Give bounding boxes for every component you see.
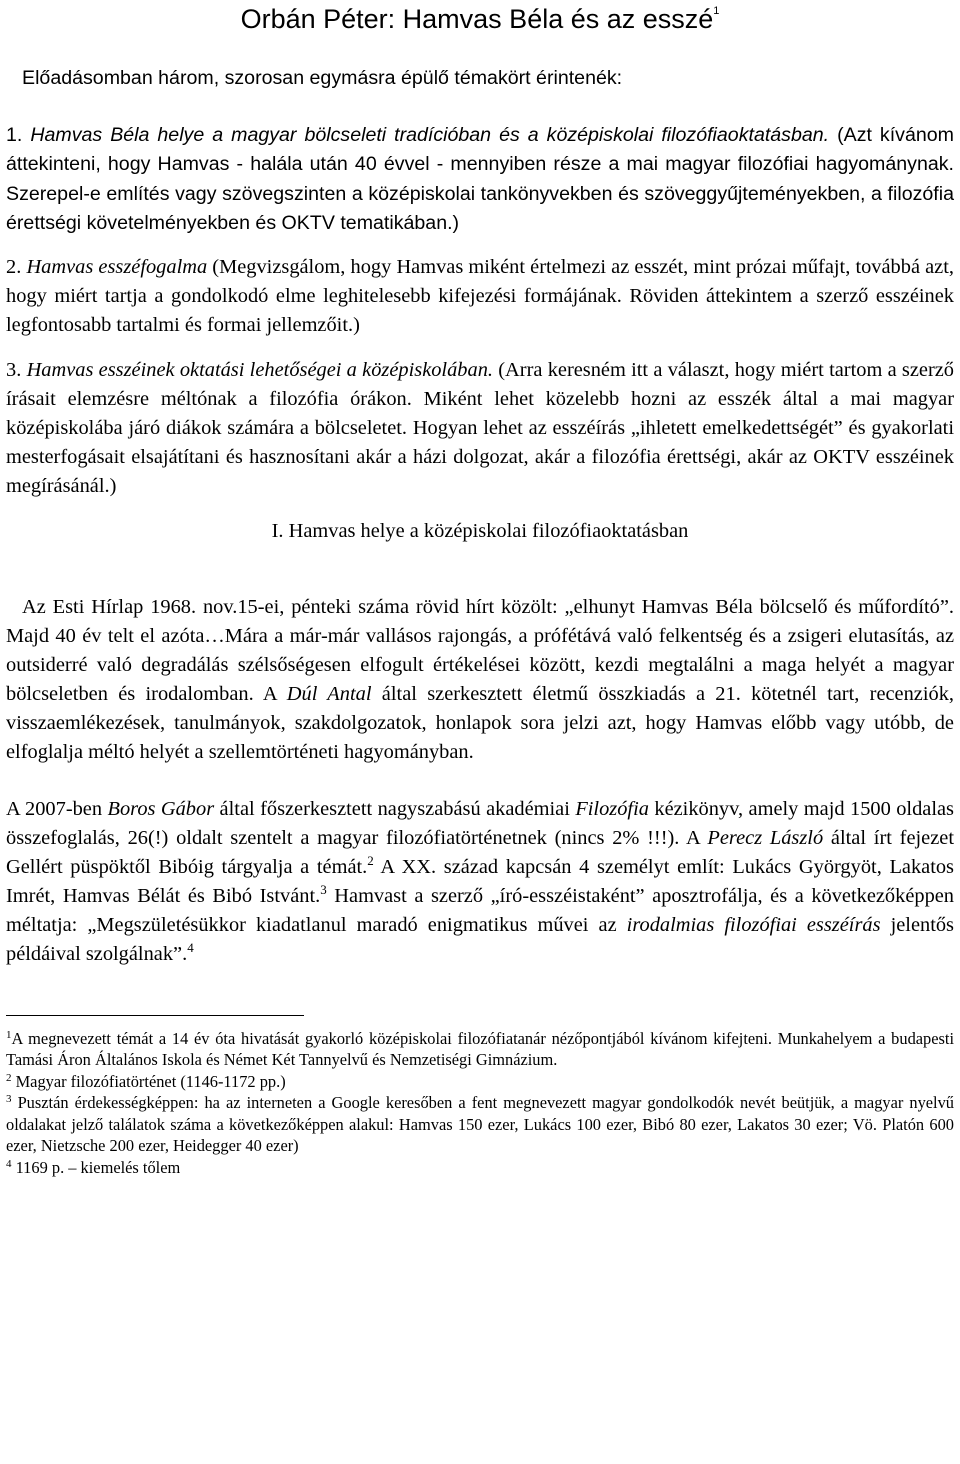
italic-emphasis: irodalmias filozófiai esszéírás <box>626 913 881 936</box>
section-heading: I. Hamvas helye a középiskolai filozófiaoktatásban <box>271 519 689 542</box>
footnote-text: A megnevezett témát a 14 év óta hivatását gyakorló középiskolai filozófiatanár nézőpontjából kívánom kifejteni. Munkahelyem a budapesti Tamási Áron Általános Iskola és Német Két Tannyelvű és Nemzetiségi Gimnázium. <box>6 1028 954 1070</box>
text-run: által írt fejezet Gellért püspöktől Bibóig tárgyalja a témát. <box>6 826 954 878</box>
topic-title: Hamvas esszéfogalma <box>26 255 208 278</box>
italic-name: Dúl Antal <box>286 682 372 705</box>
topic-title: Hamvas Béla helye a magyar bölcseleti tradícióban és a középiskolai filozófiaoktatásban. <box>30 123 830 146</box>
footnote-3 <box>6 1092 954 1157</box>
title-footnote-marker[interactable]: 1 <box>713 5 720 17</box>
text-run: Az Esti Hírlap 1968. nov.15-ei, pénteki száma rövid hírt közölt: „elhunyt Hamvas Béla bölcselő és műfordító”. Majd 40 év telt el azóta…Mára a már-már vallásos rajongás, a prófétává való felkentség és a zsigeri elutasítás, az outsiderré való degradálás szélsőségesen elfogult értékelései között, kezdi megtalálni a maga helyét a magyar bölcseletben és irodalomban. A <box>6 595 954 705</box>
italic-name: Boros Gábor <box>107 797 215 820</box>
italic-title: Filozófia <box>575 797 649 820</box>
footnote-text: Pusztán érdekességképpen: ha az interneten a Google keresőben a fent megnevezett magyar gondolkodók nevét beütjük, a magyar nyelvű oldalakat jelző találatok száma a következőképpen alakul: Hamvas 150 ezer, Lukács 100 ezer, Bibó 80 ezer, Lakatos 30 ezer; Vö. Platón 600 ezer, Nietzsche 200 ezer, Heidegger 40 ezer) <box>6 1093 954 1156</box>
footnote-number: 4 <box>6 1158 12 1171</box>
topic-3 <box>6 356 954 501</box>
footnote-number: 2 <box>6 1071 12 1084</box>
body-paragraph-2 <box>6 795 954 969</box>
footnote-ref-3[interactable]: 3 <box>320 881 327 897</box>
footnote-number: 3 <box>6 1093 12 1106</box>
italic-name: Perecz László <box>707 826 824 849</box>
footnote-4 <box>6 1157 954 1179</box>
title-text: Orbán Péter: Hamvas Béla és az esszé <box>240 4 714 34</box>
intro-paragraph: Előadásomban három, szorosan egymásra épülő témakört érintenék: <box>22 67 623 89</box>
text-run: kézikönyv, amely majd 1500 oldalas összefoglalás, 26(!) oldalt szentelt a magyar filozófiatörténetnek (nincs 2% !!!). A <box>6 797 954 849</box>
text-run: A 2007-ben <box>6 797 108 820</box>
document-page <box>0 2 960 1464</box>
topic-number: 1. <box>6 123 31 146</box>
text-run: által főszerkesztett nagyszabású akadémiai <box>214 797 576 820</box>
footnote-text: Magyar filozófiatörténet (1146-1172 pp.) <box>11 1071 286 1091</box>
topic-2 <box>6 253 954 340</box>
body-paragraph-1 <box>6 593 954 767</box>
text-run: jelentős példáival szolgálnak”. <box>6 913 954 965</box>
text-run: által szerkesztett életmű összkiadás a 21. kötetnél tart, recenziók, visszaemlékezések, tanulmányok, szakdolgozatok, honlapok sora jelzi azt, hogy Hamvas előbb vagy utóbb, de elfoglalja méltó helyét a szellemtörténeti hagyományban. <box>6 682 955 763</box>
topic-description: (Azt kívánom áttekinteni, hogy Hamvas - halála után 40 évvel - mennyiben része a mai magyar filozófiai hagyománynak. Szerepel-e említés vagy szövegszinten a középiskolai tankönyvekben és szöveggyűjteményekben, a filozófia érettségi követelményekben és OKTV tematikában.) <box>6 123 954 234</box>
topic-description: (Megvizsgálom, hogy Hamvas miként értelmezi az esszét, mint prózai műfajt, továbbá azt, hogy miért tartja a gondolkodó elme leghitelesebb kifejezési formájának. Röviden áttekintem a szerző esszéinek legfontosabb tartalmi és formai jellemzőit.) <box>6 255 954 336</box>
footnote-ref-2[interactable]: 2 <box>367 852 374 868</box>
footnotes <box>6 1028 954 1179</box>
topic-number: 2. <box>6 255 27 278</box>
footnote-separator <box>6 1015 304 1016</box>
document-title <box>6 2 954 36</box>
footnote-2 <box>6 1071 954 1093</box>
topic-title: Hamvas esszéinek oktatási lehetőségei a középiskolában. <box>26 358 493 381</box>
footnote-1 <box>6 1028 954 1071</box>
topic-number: 3. <box>6 358 27 381</box>
topic-description: (Arra keresném itt a választ, hogy miért tartom a szerző írásait elemzésre méltónak a filozófia órákon. Miként lehet közelebb hozni az esszék által a mai magyar középiskolába járó diákok számára a bölcseletet. Hogyan lehet az esszéírás „ihletett emelkedettségét” és gyakorlati mesterfogásait elsajátítani és hasznosítani akár a házi dolgozat, akár a filozófia érettségi, akár az OKTV esszéinek megírásánál.) <box>6 358 954 497</box>
footnote-ref-4[interactable]: 4 <box>187 939 194 955</box>
footnote-text: 1169 p. – kiemelés tőlem <box>11 1158 181 1178</box>
topic-1 <box>6 121 954 239</box>
text-run: Hamvast a szerző „író-esszéistaként” aposztrofálja, és a következőképpen méltatja: „Megszületésükkor kiadatlanul maradó enigmatikus művei az <box>6 884 955 936</box>
text-run: A XX. század kapcsán 4 személyt említ: Lukács Györgyöt, Lakatos Imrét, Hamvas Bélát és Bibó Istvánt. <box>6 855 954 907</box>
footnote-number: 1 <box>6 1028 12 1041</box>
